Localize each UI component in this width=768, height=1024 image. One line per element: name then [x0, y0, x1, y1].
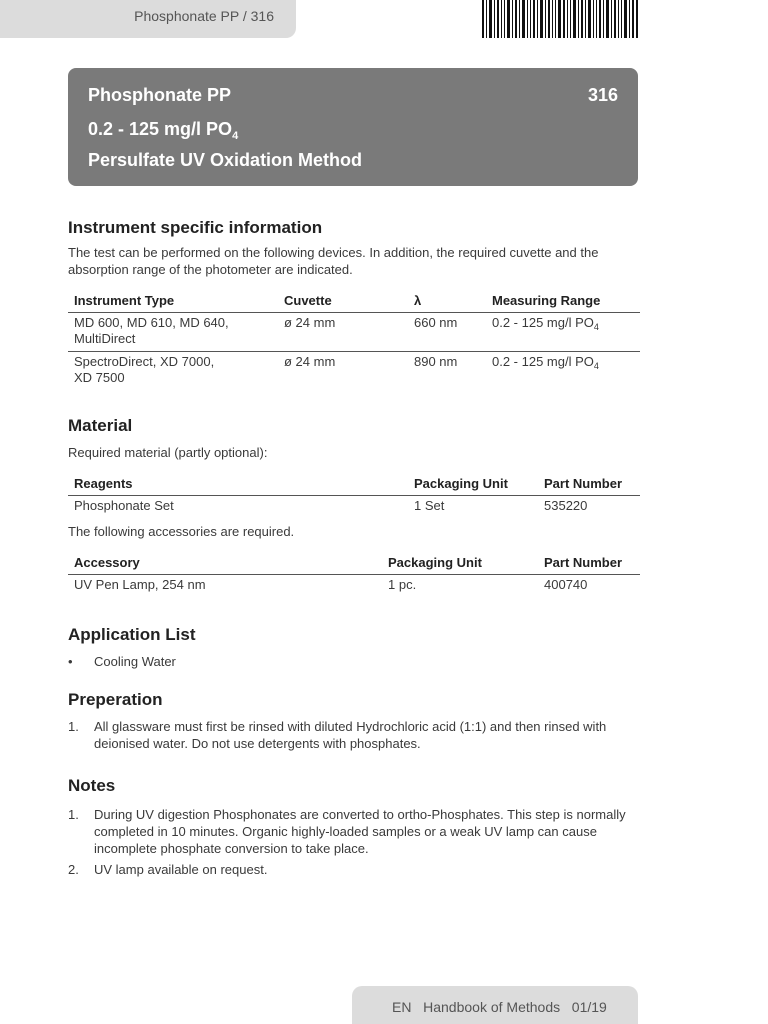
application-heading: Application List	[68, 625, 196, 644]
instrument-intro: The test can be performed on the following devices. In addition, the required cuvette and the absorption range of the photometer are indicated.	[68, 245, 599, 277]
instrument-heading: Instrument specific information	[68, 218, 323, 237]
accessories-table	[68, 552, 640, 597]
table-row	[68, 496, 640, 519]
reagents-table	[68, 473, 640, 518]
method-header	[68, 68, 638, 186]
footer-label	[392, 999, 607, 1015]
material-heading: Material	[68, 416, 133, 435]
range-cell	[486, 313, 640, 352]
method-name: Persulfate UV Oxidation Method	[88, 150, 363, 170]
method-title: Phosphonate PP	[88, 85, 232, 105]
bullet-marker: •	[68, 654, 73, 669]
instrument-type-line: SpectroDirect, XD 7000,	[74, 354, 215, 369]
method-range-subscript: 4	[232, 130, 239, 142]
wavelength-cell: 660 nm	[408, 313, 486, 352]
column-header: Packaging Unit	[382, 552, 538, 575]
list-item	[68, 806, 640, 857]
part-number-cell: 400740	[544, 577, 588, 592]
range-subscript: 4	[593, 361, 599, 371]
preparation-heading: Preperation	[68, 690, 163, 709]
table-row	[68, 313, 640, 352]
page-content	[68, 218, 640, 878]
accessories-table-header	[68, 552, 640, 575]
list-item-text: During UV digestion Phosphonates are converted to ortho-Phosphates. This step is normally completed in 10 minutes. Organic highly-loaded samples or a weak UV lamp can cause incomplete phosphate conversion to take place.	[94, 807, 626, 856]
instrument-type-line: XD 7500	[74, 370, 125, 385]
preparation-list	[68, 718, 640, 752]
column-header: Packaging Unit	[408, 473, 538, 496]
barcode-graphic	[482, 0, 638, 38]
table-row	[68, 352, 640, 391]
column-header: Part Number	[538, 473, 640, 496]
column-header: λ	[408, 290, 486, 313]
packaging-unit-cell: 1 Set	[414, 498, 445, 513]
list-item	[68, 718, 640, 752]
instrument-type-line: MD 600, MD 610, MD 640,	[74, 315, 229, 330]
page-tab-label: Phosphonate PP / 316	[134, 8, 274, 24]
part-number-cell: 535220	[544, 498, 588, 513]
column-header: Cuvette	[278, 290, 408, 313]
notes-list	[68, 806, 640, 878]
column-header: Part Number	[538, 552, 640, 575]
notes-heading: Notes	[68, 776, 116, 795]
column-header: Reagents	[68, 473, 408, 496]
list-item-text: Cooling Water	[94, 654, 176, 669]
column-header: Accessory	[68, 552, 382, 575]
accessory-name-cell: UV Pen Lamp, 254 nm	[74, 577, 206, 592]
list-item	[68, 653, 640, 670]
list-item	[68, 861, 640, 878]
footer-title: Handbook of Methods	[423, 999, 561, 1015]
wavelength-cell: 890 nm	[414, 354, 458, 369]
column-header: Measuring Range	[486, 290, 640, 313]
range-text: 0.2 - 125 mg/l PO	[492, 354, 594, 369]
range-cell	[486, 352, 640, 391]
footer-tab	[352, 986, 638, 1024]
column-header: Instrument Type	[68, 290, 278, 313]
list-item-text: All glassware must first be rinsed with diluted Hydrochloric acid (1:1) and then rinsed with deionised water. Do not use detergents with phosphates.	[94, 719, 607, 751]
reagents-table-header	[68, 473, 640, 496]
material-intro: Required material (partly optional):	[68, 445, 268, 460]
method-range	[88, 119, 238, 140]
instrument-type-cell	[68, 352, 278, 391]
instrument-type-cell	[68, 313, 278, 352]
cuvette-cell: ø 24 mm	[278, 313, 408, 352]
footer-language: EN	[392, 999, 412, 1015]
table-row	[68, 575, 640, 598]
list-number: 1.	[68, 807, 79, 822]
instrument-table	[68, 290, 640, 390]
accessories-intro: The following accessories are required.	[68, 524, 295, 539]
application-list	[68, 653, 640, 670]
list-item-text: UV lamp available on request.	[94, 862, 268, 877]
instrument-type-line: MultiDirect	[74, 331, 136, 346]
method-range-text: 0.2 - 125 mg/l PO	[88, 119, 233, 139]
cuvette-cell: ø 24 mm	[284, 354, 336, 369]
range-subscript: 4	[593, 322, 599, 332]
packaging-unit-cell: 1 pc.	[388, 577, 417, 592]
method-number: 316	[587, 85, 618, 105]
page-tab	[0, 0, 296, 38]
range-text: 0.2 - 125 mg/l PO	[492, 315, 594, 330]
list-number: 2.	[68, 862, 79, 877]
reagent-name-cell: Phosphonate Set	[74, 498, 174, 513]
instrument-table-header	[68, 290, 640, 313]
list-number: 1.	[68, 719, 79, 734]
footer-edition: 01/19	[571, 999, 607, 1015]
